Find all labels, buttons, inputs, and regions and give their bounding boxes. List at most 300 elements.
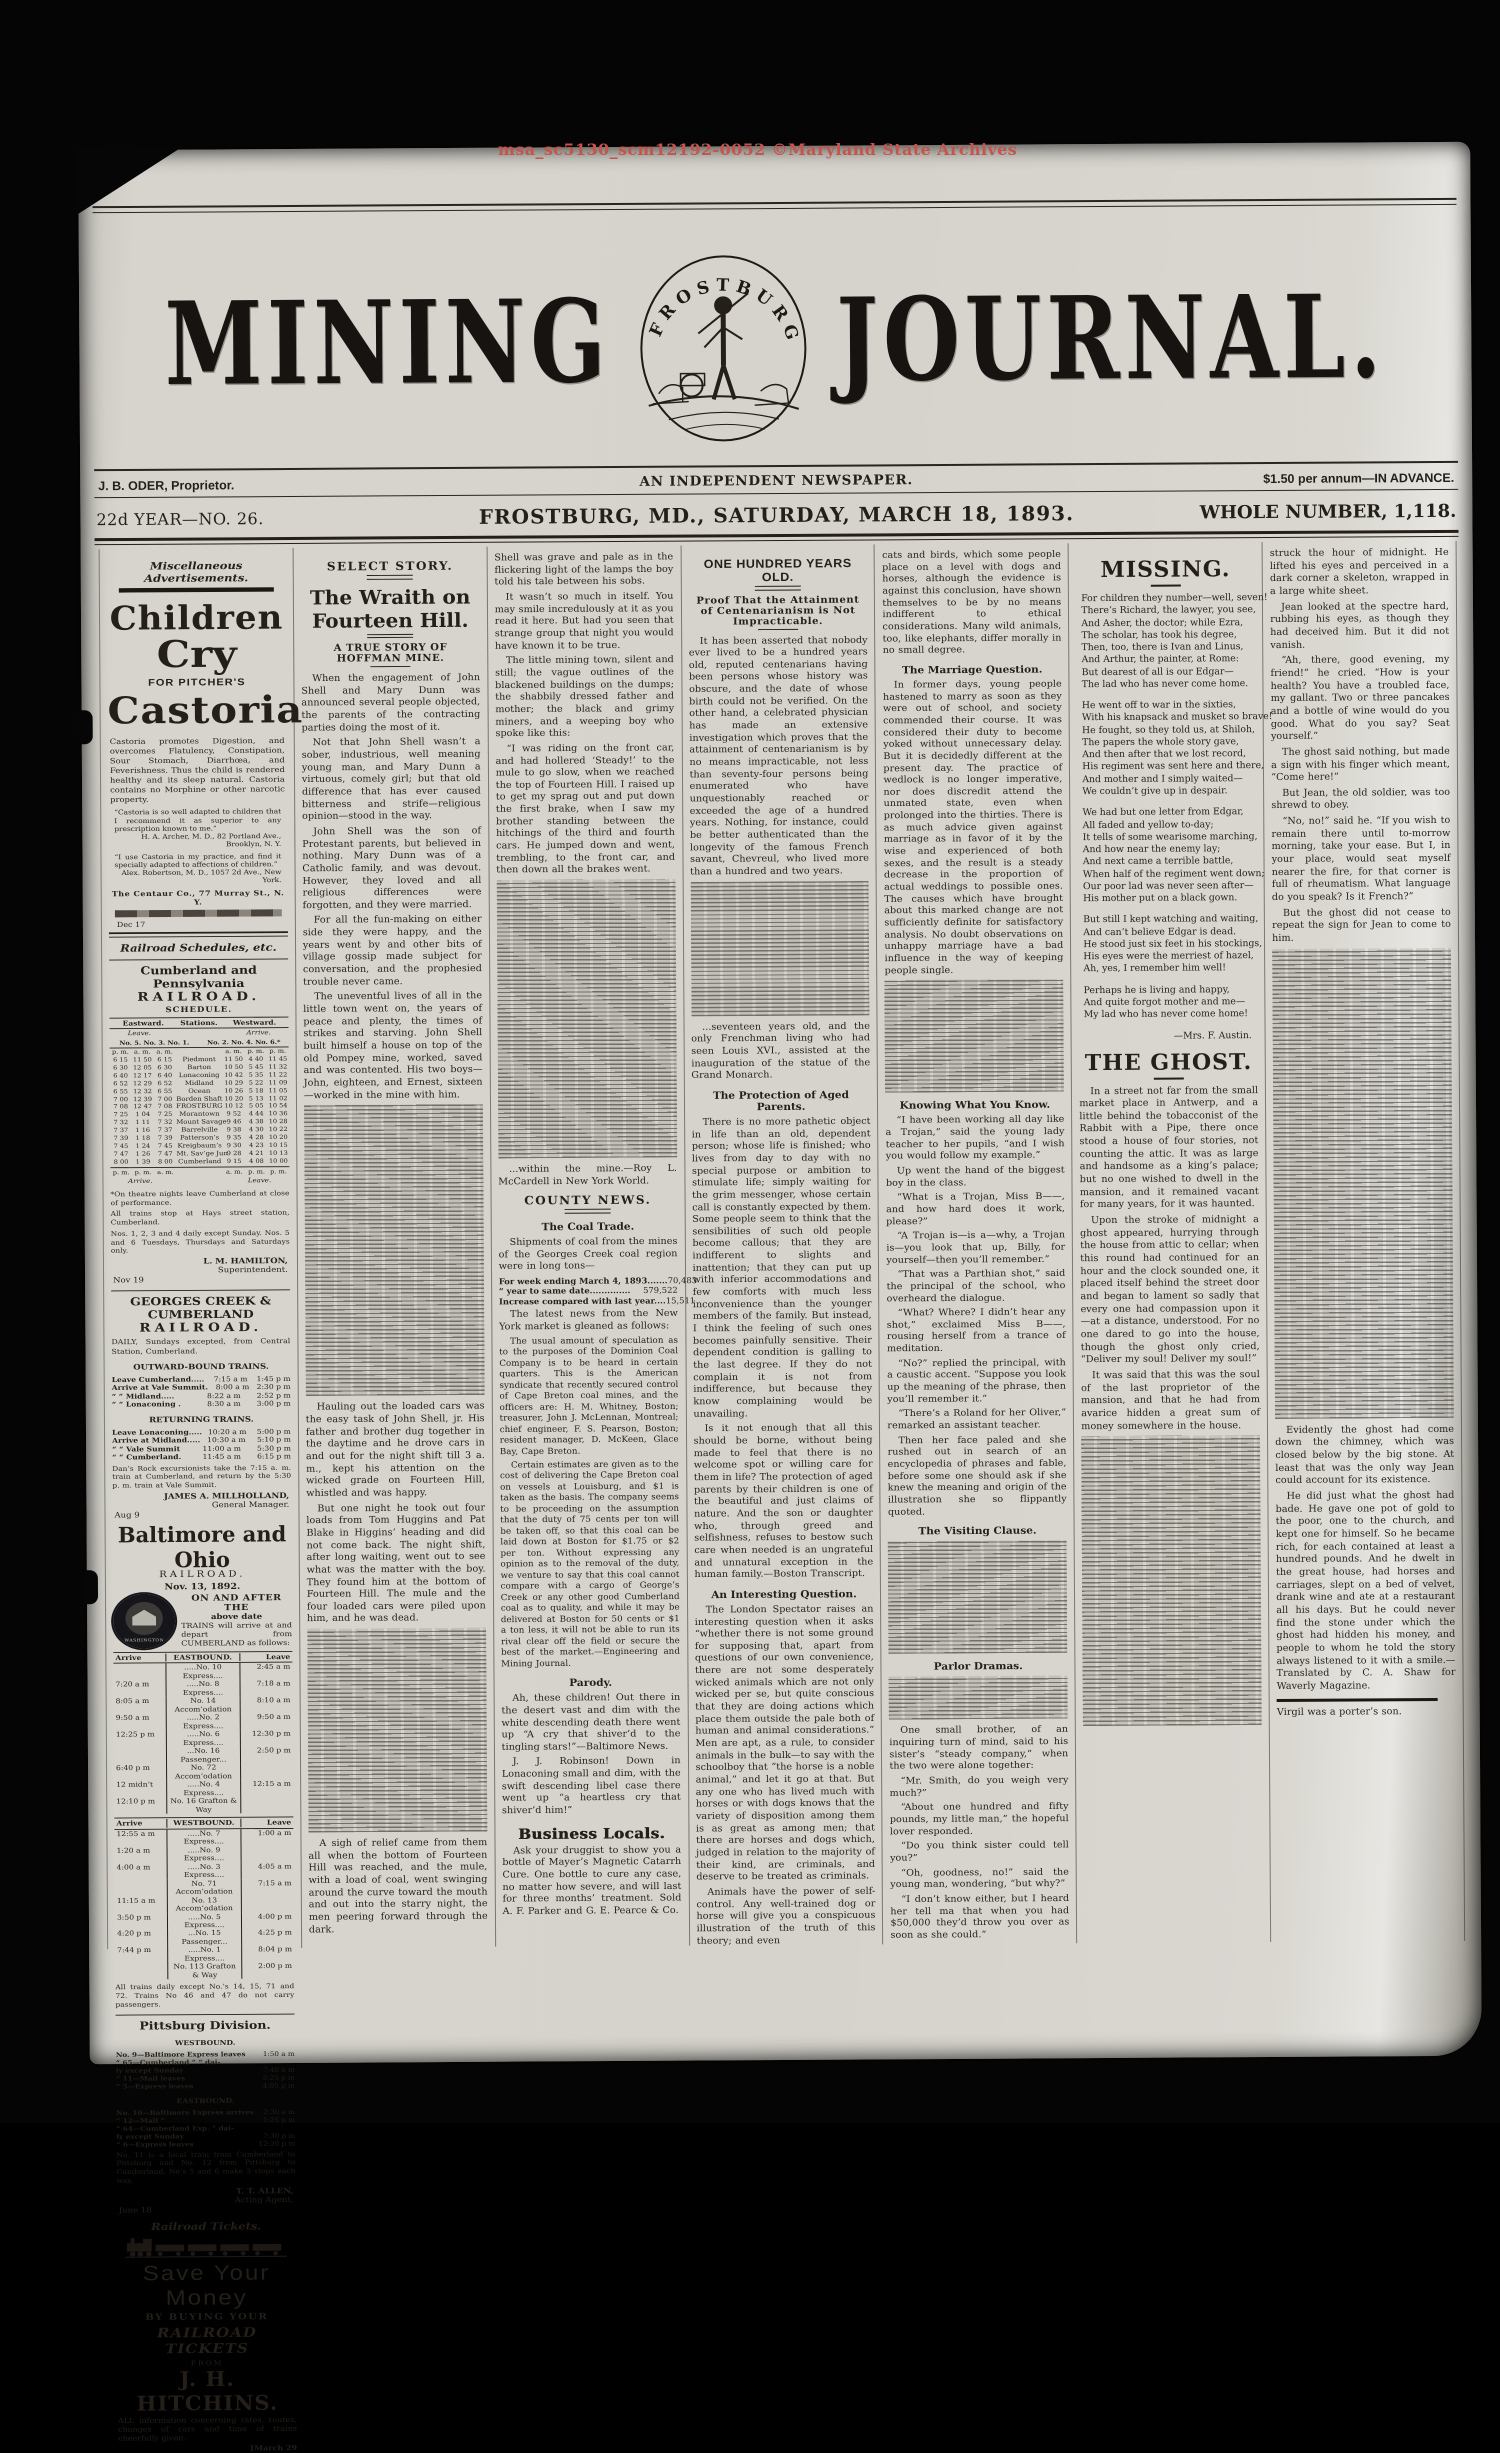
time-cell: 10 13: [268, 1150, 290, 1158]
advert-heading: [107, 559, 286, 585]
illegible-text: [889, 1676, 1068, 1720]
poem-line: Perhaps he is living and happy,: [1084, 984, 1258, 997]
schedule-row: [499, 1295, 678, 1306]
bo-seal-icon: [113, 1594, 175, 1649]
time-cell: 7 25: [154, 1111, 176, 1119]
time-cell: 4 28: [245, 1134, 267, 1142]
time-cell: 9 15: [223, 1158, 245, 1166]
bo-direction: EASTBOUND.: [165, 1653, 240, 1662]
bo-trains-note: TRAINS will arrive at and depart from CUMBERLAND as follows:: [181, 1621, 292, 1648]
body-paragraph: “There’s a Roland for her Oliver,” remarked an assistant teacher.: [887, 1408, 1066, 1433]
volume-number: 22d YEAR—NO. 26.: [96, 507, 474, 528]
poem-line: And then after that we lost record,: [1082, 748, 1256, 761]
body-paragraph: ...seventeen years old, and the only Frenchman living who had seen Louis XVI., assisted at the inauguration of the statue of the Grand Monarch.: [691, 1021, 870, 1083]
bo-leave-time: 1:00 a m: [241, 1829, 293, 1846]
body-paragraph: But Jean, the old soldier, was too shrewd to obey.: [1271, 787, 1450, 813]
advert-heading-text: Miscellaneous Advertisements.: [144, 559, 248, 584]
bo-leave-time: 12:15 a m: [241, 1780, 293, 1797]
schedule-time-2: 579,522: [643, 1285, 678, 1295]
time-cell: p. m.: [245, 1168, 267, 1176]
station-name: Barton: [176, 1063, 223, 1071]
schedule-rows: [499, 1275, 678, 1306]
poem-stanza: [1083, 913, 1257, 975]
bo-row: [115, 1895, 294, 1913]
column-content: [301, 559, 488, 1937]
body-paragraph: It was said that this was the soul of the last proprietor of the mansion, and that he had from avarice hidden a great sum of money somewhere in the house.: [1081, 1369, 1260, 1433]
body-paragraph: J. J. Robinson! Down in Lonaconing small and dim, with the swift descending libel case there went up “a heartless cry that shiver’d him!”: [502, 1756, 681, 1818]
body-paragraph: In a street not far from the small market place in Antwerp, and a little behind the tobacconist of the Rabbit with a Pipe, there once stood a house of four stories, not counting the attic. It was as large and handsome as a king’s palace; but no one wished to dwell in the mansion, and it remained vacant for many years, for it was haunted.: [1079, 1085, 1259, 1213]
time-cell: 11 50: [222, 1055, 244, 1063]
signature-role: Acting Agent.: [119, 2196, 294, 2206]
masthead-title-journal: JOURNAL.: [836, 269, 1386, 408]
railroad-name: GEORGES CREEK & CUMBERLAND: [111, 1294, 290, 1321]
heading-ornament: [367, 575, 413, 580]
signature-name: L. M. HAMILTON,: [113, 1257, 288, 1267]
ad-date: June 18: [119, 2205, 294, 2215]
illegible-text: [690, 881, 870, 1016]
schedule-label: Leave Cumberland.....: [112, 1375, 205, 1384]
bo-railroad-ad: [113, 1524, 293, 1648]
body-paragraph: “Mr. Smith, do you weigh very much?”: [890, 1775, 1069, 1800]
time-cell: 10 20: [223, 1095, 245, 1103]
bo-row: [115, 1962, 294, 1980]
body-paragraph: “Oh, goodness, no!” said the young man, wondering, “but why?”: [890, 1867, 1069, 1892]
tagline: AN INDEPENDENT NEWSPAPER.: [497, 471, 1055, 490]
time-cell: 7 47: [154, 1150, 176, 1158]
schedule-label: No. 9—Baltimore Express leaves: [116, 2050, 246, 2059]
time-cell: 7 08: [154, 1103, 176, 1111]
time-cell: 11 09: [267, 1079, 289, 1087]
schedule-label: “ “ Vale Summit: [112, 1445, 191, 1454]
schedule-time-2: 7:40 a m: [245, 2065, 295, 2073]
schedule-row: [116, 2081, 295, 2090]
bo-train-name: .....No. 1 Express....: [167, 1946, 242, 1963]
save-money-ad: [117, 2261, 297, 2453]
poem-line: Our poor lad was never seen after—: [1083, 880, 1257, 893]
heading-ornament: [367, 633, 413, 638]
time-cell: 9 28: [223, 1150, 245, 1158]
body-paragraph: He did just what the ghost had bade. He gave one pot of gold to the poor, one to the church, and kept one for himself. So he became rich, for each contained at least a hundred pounds. And he dwelt in the great house, had horses and carriages, slept on a bed of velvet, drank wine and ate at a restaurant all his days. But he could never find the stone under which the ghost had hidden his money, and people to whom he told the story always listened to it with a smile.—Translated by C. A. Shaw for Waverly Magazine.: [1276, 1490, 1456, 1694]
poem-line: We couldn’t give up in despair.: [1082, 785, 1256, 798]
station-name: Patterson’s: [176, 1134, 223, 1142]
ad-date: Dec 17: [117, 920, 288, 929]
schedule-label: “ “ Cumberland.: [112, 1453, 191, 1462]
bo-leave-time: 4:00 p m: [242, 1912, 294, 1929]
schedule-label: “ 6—Express leaves: [116, 2140, 195, 2148]
bo-arrive-time: [115, 1879, 167, 1896]
time-cell: 7 00: [110, 1095, 132, 1103]
table-footer: [110, 1176, 289, 1187]
time-cell: 4 21: [245, 1150, 267, 1158]
time-cell: 10 36: [267, 1110, 289, 1118]
divider-rule: [1277, 1698, 1438, 1702]
station-name: Mt. Sav’ge Jun: [176, 1150, 223, 1158]
illegible-text: [307, 1628, 487, 1833]
schedule-time-2: 5:30 p m: [241, 1444, 291, 1453]
section-heading-text: SELECT STORY.: [327, 559, 453, 573]
column-area: [99, 541, 1466, 1949]
signature-role: General Manager.: [114, 1501, 289, 1511]
poem-line: When half of the regiment went down;: [1083, 868, 1257, 881]
time-cell: 1 39: [132, 1158, 154, 1166]
time-cell: 12 32: [131, 1087, 153, 1095]
station-name: Lonaconing: [176, 1071, 223, 1079]
article-heading: [501, 1677, 680, 1690]
newspaper-column: [875, 543, 1077, 1944]
body-paragraph: The latest news from the New York market is gleaned as follows:: [499, 1308, 678, 1333]
body-paragraph: Then her face paled and she rushed out in search of an encyclopedia of phrases and fable, before some one should ask if she knew the meaning and origin of the illustration she so flippantly quoted.: [887, 1434, 1066, 1518]
bo-train-name: No. 16 Grafton & Way: [166, 1797, 241, 1814]
time-cell: 1 26: [132, 1151, 154, 1159]
header-stations: Stations.: [177, 1019, 221, 1028]
bo-arrive-time: 12:25 p m: [114, 1730, 166, 1747]
schedule-time-1: [220, 2058, 257, 2066]
bo-train-name: .....No. 7 Express....: [166, 1829, 241, 1846]
castoria-word-children: Children: [107, 599, 286, 639]
story-subhead-text: Proof That the Attainment of Centenarianism is Not Impracticable.: [696, 594, 859, 626]
body-paragraph: Not that John Shell wasn’t a sober, industrious, well meaning young man, and Mary Dunn a virtuous, comely girl; but that old difference that has ever caused bitterness and strife—religious opinion—stood in the way.: [302, 737, 481, 824]
bo-arrive: Arrive: [113, 1654, 165, 1663]
emblem-arc-text: FROSTBURG: [646, 274, 804, 348]
body-paragraph: The usual amount of speculation as to the purposes of the Dominion Coal Company is to be heard in certain quarters. This is the American syndicate that recently secured control of Cape Breton coal mines, and the officers are: H. M. Whitney, Boston; treasurer, John J. McLennan, Montreal; chief engineer, F. S. Pearson, Boston; resident manager, D. McKeen, Glace Bay, Cape Breton.: [499, 1336, 679, 1458]
bo-arrive-time: 6:40 p m: [114, 1764, 166, 1781]
body-paragraph: But the ghost did not cease to repeat the sign for Jean to come to him.: [1272, 907, 1451, 946]
body-paragraph: One small brother, of an inquiring turn of mind, said to his sister’s “steady company,” when the two were alone together:: [889, 1725, 1068, 1774]
body-paragraph: It wasn’t so much in itself. You may smile incredulously at it as you read it here. But had you seen that strange group that night you would have known it to be true.: [495, 591, 674, 653]
scan-notch: [79, 710, 93, 744]
body-paragraph: “What? Where? I didn’t hear any shot,” exclaimed Miss B——, rousing herself from a trance of meditation.: [887, 1307, 1066, 1356]
body-paragraph: Certain estimates are given as to the cost of delivering the Cape Breton coal on vessels at Louisburg, and $1 is taken as the basis. The company seems to be proceeding on the assumption that the duty of 75 cents per ton will be taken off, so that this coal can be laid down at Boston for $1.75 or $2 per ton. Without expressing any opinion as to the removal of the duty, we venture to say that this coal cannot compare with a cargo of George’s Creek or any other good Cumberland coal as to quality, and while it may be delivered at Boston for 50 cents or $1 a ton less, it will not be able to run its rival clear off the field or secure the best of the market.—Engineering and Mining Journal.: [500, 1460, 680, 1671]
railroad-schedule-word: SCHEDULE.: [109, 1005, 288, 1015]
body-paragraph: Animals have the power of self-control. Any well-trained dog or horse will give you a conspicuous illustration of the truth of this theory; and even: [696, 1886, 875, 1948]
foot-blank: [170, 1177, 230, 1185]
ad-rule: [119, 587, 274, 592]
body-paragraph: ...within the mine.—Roy L. McCardell in New York World.: [498, 1163, 677, 1188]
schedule-time-1: [254, 2108, 263, 2116]
column-content: [494, 552, 681, 1919]
time-cell: 7 00: [154, 1095, 176, 1103]
time-cell: 10 00: [268, 1158, 290, 1166]
bo-train-name: No. 113 Grafton & Way: [167, 1962, 242, 1979]
poem-line: My lad who has never come home!: [1084, 1008, 1258, 1021]
poem-line: And how near the enemy lay;: [1083, 843, 1257, 856]
time-cell: 6 15: [110, 1056, 132, 1064]
poem-line: It tells of some wearisome marching,: [1083, 831, 1257, 844]
train-nos-west: No. 2. No. 4. No. 6.*: [199, 1038, 288, 1046]
by-buying-your: BY BUYING YOUR: [117, 2312, 296, 2323]
bo-row: [114, 1713, 293, 1731]
proprietor-line: J. B. ODER, Proprietor.: [98, 477, 497, 493]
schedule-row: [116, 2139, 295, 2148]
worn-print-bar: [115, 909, 282, 917]
body-paragraph: “No?” replied the principal, with a caustic accent. “Suppose you look up the meaning of the phrase, then you’ll remember it.”: [887, 1357, 1066, 1406]
body-paragraph: John Shell was the son of Protestant parents, but believed in nothing. Mary Dunn was of a Catholic family, and was devout. However, they loved and all religious differences were forgotten, and they were married.: [302, 825, 481, 912]
time-cell: 10 15: [268, 1142, 290, 1150]
schedule-time-1: 8:00 a m: [208, 1383, 249, 1392]
article-heading: [112, 1362, 291, 1372]
body-paragraph: There is no more pathetic object in life than an old, dependent person; whose life is finished; who lives from day to day with no special purpose or ambition to stimulate life; simply waiting for the grim messenger, whose certain call is constantly expected by them. Some people seem to think that the sensibilities of such old people become callous; that they are indifferent to slights and inattention; that they can put up with inferior accommodations and few comforts with much less inconvenience than the younger members of the family. But instead, I think the feeling of such ones becomes painfully sensitive. Their dependent condition is galling to the last degree. If they do not complain it is not from indifference, but because they know complaining would be unavailing.: [692, 1116, 873, 1421]
hitchins-note: ALL information concerning rates, routes, changes of cars and time of trains cheerfully given.: [118, 2416, 297, 2443]
time-cell: 5 35: [245, 1071, 267, 1079]
station-name: FROSTBURG: [176, 1103, 223, 1111]
body-paragraph: “A Trojan is—is a—why, a Trojan is—you look that up, Billy, for yourself—then you’ll remember.”: [886, 1230, 1065, 1267]
newspaper-column: [1263, 541, 1465, 1942]
bo-row: [115, 1929, 294, 1947]
bo-row: [114, 1730, 293, 1748]
time-cell: 7 08: [110, 1103, 132, 1111]
time-cell: 10 26: [223, 1087, 245, 1095]
bo-train-name: .....No. 3 Express....: [167, 1862, 242, 1879]
illegible-text: [885, 979, 1065, 1093]
bo-row: [114, 1680, 293, 1698]
signature: [119, 2187, 294, 2215]
station-name: Midland: [176, 1079, 223, 1087]
body-paragraph: “No, no!” said he. “If you wish to remain there until to-morrow morning, take your ease. But I, in your place, would seat myself nearer the fire, for that corner is full of rheumatism. What language do you speak? Is it French?”: [1271, 815, 1450, 905]
article-heading-text: An Interesting Question.: [711, 1588, 857, 1600]
bo-train-name: .....No. 5 Express....: [167, 1912, 242, 1929]
bo-table-header: [114, 1817, 293, 1830]
station-row: [110, 1166, 289, 1176]
schedule-time-2: 15,511: [666, 1295, 695, 1305]
schedule-time-1: 7:15 a m: [204, 1375, 247, 1384]
schedule-label: “ 5—Express leaves: [116, 2082, 195, 2090]
schedule-time-1: 11:45 a m: [191, 1453, 241, 1462]
poem-stanza: [1082, 699, 1256, 798]
body-paragraph: cats and birds, which some people place on a level with dogs and horses, although the evidence is against this conclusion, have shown themselves to be by no means indifferent to ethical considerations. Many wild animals, too, like elephants, differ morally in no small degree.: [882, 549, 1062, 657]
schedule-time-2: 6:15 p m: [241, 1452, 291, 1461]
body-paragraph: It has been asserted that nobody ever lived to be a hundred years old, reputed centenarians having been persons whose history was obscure, and the date of whose birth could not be verified. On the other hand, a celebrated physician has made an extensive investigation which proves that the attainment of centenarianism is by no means impracticable, not less than seventy-four persons being enumerated who have unquestionably reached or exceeded the age of a hundred years. Nothing, for instance, could be better authenticated than the longevity of the famous French savant, Chevreul, who lived more than a hundred and two years.: [689, 635, 869, 879]
schedule-label: Arrive at Vale Summit.: [112, 1383, 208, 1392]
body-paragraph: All trains stop at Hays street station, Cumberland.: [111, 1209, 290, 1227]
poem-line: The papers the whole story gave,: [1082, 736, 1256, 749]
time-cell: 12 17: [131, 1072, 153, 1080]
newspaper-column: [487, 546, 689, 1947]
bo-arrive: Arrive: [114, 1819, 166, 1828]
time-cell: p. m.: [245, 1048, 267, 1056]
bo-arrive-time: 3:50 p m: [115, 1913, 167, 1930]
article-heading: [695, 1588, 874, 1601]
castoria-word-castoria: Castoria: [107, 688, 286, 733]
bo-name: Baltimore and Ohio: [113, 1521, 292, 1573]
column-content: [107, 559, 297, 2453]
poem-line: The scholar, has took his degree,: [1081, 629, 1255, 642]
time-cell: 10 20: [268, 1134, 290, 1142]
signature-name: T. T. ALLEN,: [119, 2187, 294, 2197]
station-name: Borden Shaft: [176, 1095, 223, 1103]
bo-train-name: No. 72 Accom’odation: [166, 1763, 241, 1780]
time-cell: 7 47: [110, 1151, 132, 1159]
castoria-word-for-pitchers: FOR PITCHER'S: [107, 677, 286, 689]
schedule-label: “ 65—Cumberland “ “ dai-: [116, 2058, 221, 2067]
bo-train-name: No. 13 Accom’odation: [167, 1896, 242, 1913]
time-cell: 7 45: [154, 1143, 176, 1151]
bo-train-name: .....No. 8 Express....: [166, 1680, 241, 1697]
railroad-heading: [109, 958, 288, 1015]
advert-heading-text: Railroad Schedules, etc.: [120, 941, 277, 954]
station-name: [177, 1169, 224, 1177]
header-westward: Westward.: [221, 1018, 289, 1027]
schedule-time-2: 2:52 p m: [241, 1391, 291, 1400]
station-name: Mount Savage: [176, 1119, 223, 1127]
time-cell: 10 54: [267, 1102, 289, 1110]
save-your-money: Save Your Money: [117, 2261, 296, 2311]
newspaper-column: [681, 544, 883, 1945]
column-content: [1076, 556, 1262, 1726]
bo-row: [115, 1912, 294, 1930]
station-name: Piedmont: [176, 1055, 223, 1063]
section-heading-text: COUNTY NEWS.: [524, 1193, 651, 1207]
bo-arrive-time: 9:50 a m: [114, 1714, 166, 1731]
time-cell: 4 38: [245, 1118, 267, 1126]
heading-ornament: [1151, 585, 1181, 588]
castoria-quote-1-signature: H. A. Archer, M. D., 82 Portland Ave., Brooklyn, N. Y.: [114, 832, 281, 849]
time-cell: 6 55: [154, 1087, 176, 1095]
schedule-label: “ “ Lonaconing .: [112, 1400, 191, 1409]
time-cell: 6 15: [153, 1056, 175, 1064]
bo-arrive-time: 1:20 a m: [115, 1846, 167, 1863]
body-paragraph: “That was a Parthian shot,” said the principal of the school, who overheard the dialogue.: [886, 1269, 1065, 1306]
bo-leave-time: 7:15 a m: [242, 1879, 294, 1896]
illegible-text: [1081, 1435, 1262, 1726]
foot-leave: Leave.: [230, 1177, 290, 1185]
schedule-label: For week ending March 4, 1893.......: [499, 1275, 668, 1286]
poem-stanza: [1081, 592, 1255, 691]
time-cell: 6 40: [110, 1072, 132, 1080]
article-heading: [691, 1089, 870, 1113]
train-nos-east: No. 5. No. 3. No. 1.: [110, 1039, 199, 1047]
foot-arrive: Arrive.: [110, 1177, 170, 1185]
sub-blank: [169, 1030, 229, 1038]
article-heading-text: EASTBOUND.: [177, 2096, 235, 2104]
time-cell: 6 52: [110, 1080, 132, 1088]
bo-arrive-time: [114, 1747, 166, 1764]
body-paragraph: The little mining town, silent and still; the vague outlines of the blackened buildings on the dumps; the shabbily dressed father and mother; the black and grimy miners, and a weeping boy who spoke like this:: [495, 655, 674, 741]
schedule-time-1: 11:00 a m: [191, 1444, 241, 1453]
poem-line: And Asher, the doctor; while Ezra,: [1081, 617, 1255, 630]
bo-leave: Leave: [241, 1818, 293, 1827]
bo-arrive-time: 8:05 a m: [114, 1697, 166, 1714]
masthead-emblem: [628, 232, 819, 448]
bo-arrive-time: 7:20 a m: [114, 1680, 166, 1697]
bo-row: [115, 1945, 294, 1963]
time-cell: 7 45: [110, 1143, 132, 1151]
time-cell: 4 08: [245, 1158, 267, 1166]
poem-stanza: [1084, 984, 1258, 1022]
time-cell: 8 00: [110, 1159, 132, 1167]
railroad-tickets: RAILROAD TICKETS: [117, 2324, 296, 2357]
body-paragraph: All trains daily except No.’s 14, 15, 71 and 72. Trains No 46 and 47 do not carry passengers.: [115, 1982, 294, 2009]
heading-ornament: [565, 1209, 611, 1214]
time-cell: 5 05: [245, 1103, 267, 1111]
bo-leave: Leave: [240, 1653, 292, 1662]
schedule-time-1: 10:20 a m: [202, 1428, 246, 1437]
article-heading-text: Parlor Dramas.: [934, 1661, 1023, 1673]
bo-train-name: .....No. 2 Express....: [166, 1713, 241, 1730]
railroad-word: RAILROAD.: [109, 989, 288, 1004]
top-rule: [93, 198, 1457, 213]
time-cell: 7 25: [110, 1111, 132, 1119]
time-cell: 1 24: [132, 1143, 154, 1151]
poem-line: And Arthur, the painter, at Rome:: [1082, 653, 1256, 666]
train-illustration: [117, 2235, 296, 2258]
bo-railroad-word: RAILROAD.: [113, 1569, 292, 1580]
bo-arrive-time: 12 midn’t: [114, 1781, 166, 1798]
heading-ornament: [758, 628, 798, 630]
time-cell: 6 30: [154, 1064, 176, 1072]
column-content: [1270, 547, 1456, 1720]
article-heading-text: Parody.: [569, 1677, 612, 1689]
schedule-time-1: 10:30 a m: [200, 1436, 245, 1445]
time-cell: 5 22: [245, 1079, 267, 1087]
story-headline: [301, 585, 480, 639]
body-paragraph: Jean looked at the spectre hard, rubbing his eyes, as though they had deceived him. But it did not vanish.: [1270, 601, 1449, 653]
poem-line: Then, too, there is Ivan and Linus,: [1081, 641, 1255, 654]
body-paragraph: No. 11 is a local train from Cumberland to Pittsburg and No. 12 from Pittsburg to Cumberland. No’s 5 and 6 make 3 stops each way.: [116, 2150, 295, 2185]
railroad-heading: [111, 1290, 290, 1336]
station-name: Kreigbaum’s: [176, 1142, 223, 1150]
time-cell: 12 05: [131, 1064, 153, 1072]
bo-railroad-table: [113, 1651, 293, 1814]
feature-heading: [1079, 1049, 1258, 1081]
bo-row: [114, 1780, 293, 1798]
body-paragraph: Shell was grave and pale as in the flickering light of the lamps the boy told his tale between his sobs.: [494, 552, 673, 590]
schedule-row: [112, 1400, 291, 1409]
bo-row: [114, 1746, 293, 1764]
time-cell: 5 13: [245, 1095, 267, 1103]
bo-leave-time: 12:30 p m: [241, 1730, 293, 1747]
bo-leave-time: 7:18 a m: [240, 1680, 292, 1697]
time-cell: 9 35: [223, 1134, 245, 1142]
bo-ad-text: [181, 1593, 292, 1648]
schedule-label: Increase compared with last year....: [499, 1296, 666, 1307]
time-cell: 9 30: [223, 1142, 245, 1150]
heading-ornament: [755, 586, 801, 591]
bo-arrive-time: [115, 1963, 167, 1980]
poem-stanza: [1082, 806, 1256, 905]
time-cell: 11 02: [267, 1094, 289, 1102]
poem-line: All faded and yellow to-day;: [1083, 819, 1257, 832]
body-paragraph: Nos. 1, 2, 3 and 4 daily except Sunday. Nos. 5 and 6 Tuesdays, Thursdays and Saturdays only.: [111, 1229, 290, 1256]
schedule-time-1: [630, 1286, 643, 1296]
body-paragraph: “I was riding on the front car, and had hollered ‘Steady!’ to the mule to go slow, when we reached the top of Fourteen Hill. I raised up to get my sprag out and put down the first brake, when I saw my brother standing between the hitchings of the third and fourth cars. He jumped down and went, trembling, to the front car, and then down all the brakes went.: [496, 743, 676, 878]
bo-table-header: [113, 1651, 292, 1664]
article-heading-text: OUTWARD-BOUND TRAINS.: [133, 1362, 269, 1372]
advert-heading: [117, 2219, 296, 2232]
signature: [113, 1257, 288, 1285]
body-paragraph: But one night he took out four loads from Tom Huggins and Pat Blake in Higgins’ heading and did not come back. The night shift, after long waiting, went out to see what was the matter with the boy. They found him at the bottom of Fourteen Hill. The mule and the four loaded cars were piled upon him, and he was dead.: [306, 1502, 486, 1626]
bo-train-name: .....No. 4 Express....: [166, 1780, 241, 1797]
body-paragraph: struck the hour of midnight. He lifted his eyes and perceived in a dark corner a skeleton, wrapped in a large white sheet.: [1270, 547, 1449, 599]
bo-leave-time: 8:04 p m: [242, 1945, 294, 1962]
bo-leave-time: 4:05 a m: [241, 1862, 293, 1879]
newspaper-column: [1069, 542, 1271, 1943]
time-cell: a. m.: [131, 1048, 153, 1056]
body-paragraph: For all the fun-making on either side they were happy, and the years went by and other bits of village gossip made subject for conversation, and the prophesied trouble never came.: [303, 914, 482, 989]
schedule-time-2: 4:05 p m: [245, 2081, 295, 2089]
castoria-word-cry: Cry: [107, 632, 286, 676]
heading-ornament: [1154, 1077, 1184, 1080]
newspaper-column: [100, 548, 302, 1949]
station-name: Barrelville: [176, 1126, 223, 1134]
bo-row: [115, 1862, 294, 1880]
time-cell: 1 18: [132, 1135, 154, 1143]
poem-line: He stood just six feet in his stockings,: [1083, 938, 1257, 951]
bo-train-name: .....No. 9 Express....: [167, 1846, 242, 1863]
bo-leave-time: [241, 1796, 293, 1813]
body-paragraph: Ah, these children! Out there in the desert vast and dim with the white descending death there went up “A cry that shiver’d to the tingling stars!”—Baltimore News.: [501, 1692, 680, 1754]
ad-date: [March 29: [118, 2443, 297, 2453]
from-word: FROM: [118, 2358, 297, 2367]
